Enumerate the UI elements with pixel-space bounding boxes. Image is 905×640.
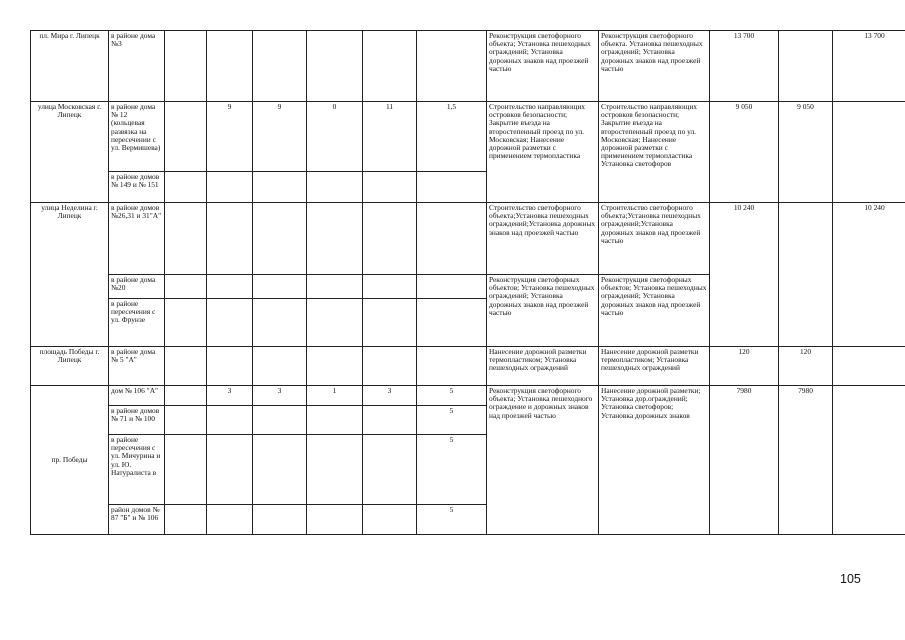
- table-row: [31, 31, 905, 102]
- value-cell: [165, 505, 207, 535]
- location-cell: в районе дома №20: [109, 275, 165, 299]
- cost-cell: 13 700: [833, 31, 905, 102]
- location-cell: район домов № 87 "Б" и № 106: [109, 505, 165, 535]
- value-cell: [165, 172, 207, 203]
- cost-cell: 13 700: [710, 31, 779, 102]
- value-cell: [417, 31, 487, 102]
- cost-cell: [833, 347, 905, 386]
- value-cell: [165, 275, 207, 299]
- value-cell: [253, 275, 307, 299]
- value-cell: [253, 31, 307, 102]
- completed-measures-cell: Реконструкция светофорных объектов; Установка пешеходных ограждений; Установка дорожных знаков над проезжей частью: [599, 275, 710, 347]
- cost-cell: 7980: [779, 386, 833, 535]
- value-cell: [363, 406, 417, 435]
- value-cell: [207, 435, 253, 505]
- cost-cell: 120: [710, 347, 779, 386]
- value-cell: [363, 275, 417, 299]
- value-cell: [363, 505, 417, 535]
- planned-measures-cell: Реконструкция светофорного объекта; Установка пешеходного ограждение и дорожных знаков над проезжей частью: [487, 386, 599, 535]
- location-cell: в районе домов № 71 и № 100: [109, 406, 165, 435]
- value-cell: [207, 505, 253, 535]
- value-cell: [253, 203, 307, 275]
- value-cell: [207, 203, 253, 275]
- table-row: [31, 386, 905, 406]
- value-cell: 5: [417, 505, 487, 535]
- cost-cell: 10 240: [710, 203, 779, 347]
- planned-measures-cell: Нанесение дорожной разметки термопластиком; Установка пешеходных ограждений: [487, 347, 599, 386]
- planned-measures-cell: Строительство направляющих островков безопасности; Закрытие въезда на второстепенный проезд по ул. Московская; Нанесение дорожной разметки с применением термопластика: [487, 102, 599, 203]
- value-cell: [307, 275, 363, 299]
- value-cell: [417, 275, 487, 299]
- cost-cell: 7980: [710, 386, 779, 535]
- value-cell: 5: [417, 406, 487, 435]
- value-cell: [207, 31, 253, 102]
- location-cell: в районе дома №3: [109, 31, 165, 102]
- value-cell: [363, 31, 417, 102]
- value-cell: [253, 347, 307, 386]
- value-cell: [207, 347, 253, 386]
- value-cell: [165, 102, 207, 172]
- completed-measures-cell: Строительство направляющих островков безопасности; Закрытие въезда на второстепенный проезд по ул. Московская; Нанесение дорожной разметки с применением термопластика Установка светофоров: [599, 102, 710, 203]
- value-cell: [253, 435, 307, 505]
- data-table: [30, 30, 905, 535]
- planned-measures-cell: Реконструкция светофорного объекта; Установка пешеходных ограждений; Установка дорожных знаков над проезжей частью: [487, 31, 599, 102]
- location-cell: в районе пересечения с ул. Мичурина и ул. Ю. Натуралиста в: [109, 435, 165, 505]
- value-cell: [165, 203, 207, 275]
- value-cell: 5: [417, 435, 487, 505]
- location-cell: в районе дома № 5 "А": [109, 347, 165, 386]
- street-cell: пр. Победы: [31, 386, 109, 535]
- value-cell: 3: [207, 386, 253, 406]
- value-cell: 11: [363, 102, 417, 172]
- table-row: [31, 102, 905, 172]
- value-cell: 9: [253, 102, 307, 172]
- location-cell: дом № 106 "А": [109, 386, 165, 406]
- value-cell: [363, 435, 417, 505]
- value-cell: [307, 203, 363, 275]
- value-cell: [363, 203, 417, 275]
- value-cell: [207, 406, 253, 435]
- value-cell: 3: [363, 386, 417, 406]
- location-cell: в районе домов №26,31 и 31"А": [109, 203, 165, 275]
- page-number: 105: [840, 572, 861, 586]
- value-cell: [253, 406, 307, 435]
- planned-measures-cell: Реконструкция светофорных объектов; Установка пешеходных ограждений; Установка дорожных знаков над проезжей частью: [487, 275, 599, 347]
- value-cell: [363, 172, 417, 203]
- value-cell: 1,5: [417, 102, 487, 172]
- street-cell: пл. Мира г. Липецк: [31, 31, 109, 102]
- street-cell: улица Неделина г. Липецк: [31, 203, 109, 347]
- value-cell: [307, 347, 363, 386]
- value-cell: [363, 347, 417, 386]
- value-cell: [165, 31, 207, 102]
- street-cell: улица Московская г. Липецк: [31, 102, 109, 203]
- value-cell: 1: [307, 386, 363, 406]
- value-cell: 0: [307, 102, 363, 172]
- value-cell: 9: [207, 102, 253, 172]
- cost-cell: [779, 203, 833, 347]
- value-cell: 3: [253, 386, 307, 406]
- value-cell: [307, 505, 363, 535]
- value-cell: [165, 386, 207, 406]
- value-cell: [417, 203, 487, 275]
- cost-cell: 9 050: [710, 102, 779, 203]
- cost-cell: 120: [779, 347, 833, 386]
- location-cell: в районе дома № 12 (кольцевая развязка на пересечении с ул. Вермишева): [109, 102, 165, 172]
- completed-measures-cell: Строительство светофорного объекта;Установка пешеходных ограждений;Установка дорожных знаков над проезжей частью: [599, 203, 710, 275]
- value-cell: 5: [417, 386, 487, 406]
- value-cell: [165, 299, 207, 347]
- planned-measures-cell: Строительство светофорного объекта;Установка пешеходных ограждений;Установка дорожных знаков над проезжей частью: [487, 203, 599, 275]
- value-cell: [207, 275, 253, 299]
- value-cell: [417, 347, 487, 386]
- value-cell: [417, 299, 487, 347]
- value-cell: [165, 435, 207, 505]
- value-cell: [253, 505, 307, 535]
- value-cell: [253, 172, 307, 203]
- completed-measures-cell: Нанесение дорожной разметки; Установка дор.ограждений; Установка светофоров; Установка дорожных знаков: [599, 386, 710, 535]
- table-row: [31, 347, 905, 386]
- value-cell: [207, 299, 253, 347]
- value-cell: [307, 406, 363, 435]
- location-cell: в районе пересечения с ул. Фрунзе: [109, 299, 165, 347]
- value-cell: [307, 435, 363, 505]
- cost-cell: [833, 102, 905, 203]
- value-cell: [307, 299, 363, 347]
- location-cell: в районе домов № 149 и № 151: [109, 172, 165, 203]
- value-cell: [207, 172, 253, 203]
- street-cell: площадь Победы г. Липецк: [31, 347, 109, 386]
- completed-measures-cell: Реконструкция светофорного объекта. Установка пешеходных ограждений; Установка дорожных знаков над проезжей частью: [599, 31, 710, 102]
- cost-cell: [779, 31, 833, 102]
- value-cell: [417, 172, 487, 203]
- cost-cell: [833, 386, 905, 535]
- value-cell: [307, 31, 363, 102]
- value-cell: [307, 172, 363, 203]
- value-cell: [253, 299, 307, 347]
- table-row: [31, 203, 905, 275]
- completed-measures-cell: Нанесение дорожной разметки термопластиком; Установка пешеходных ограждений: [599, 347, 710, 386]
- value-cell: [165, 406, 207, 435]
- cost-cell: 9 050: [779, 102, 833, 203]
- cost-cell: 10 240: [833, 203, 905, 347]
- value-cell: [165, 347, 207, 386]
- value-cell: [363, 299, 417, 347]
